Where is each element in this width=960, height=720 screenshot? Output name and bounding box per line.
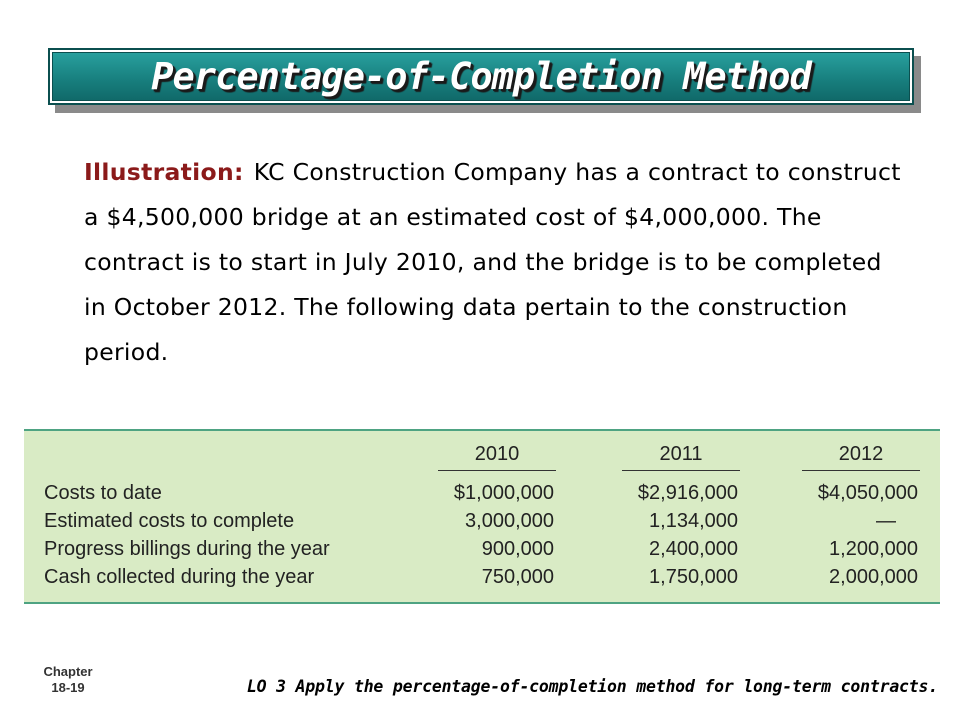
- table-cell: $1,000,000: [453, 482, 554, 504]
- row-label: Progress billings during the year: [44, 538, 330, 560]
- table-cell: 3,000,000: [465, 510, 554, 532]
- header-underline: [622, 470, 740, 471]
- learning-objective: LO 3 Apply the percentage-of-completion method for long-term contracts.: [246, 677, 938, 696]
- row-label: Cash collected during the year: [44, 566, 315, 588]
- title-banner: [48, 48, 914, 105]
- illustration-paragraph: [84, 150, 904, 375]
- row-label: Estimated costs to complete: [44, 510, 295, 532]
- illustration-text: KC Construction Company has a contract to construct a $4,500,000 bridge at an estimated cost of $4,000,000. The contract is to start in July 2010, and the bridge is to be completed in October 2012. The following data pertain to the construction period.: [84, 158, 901, 366]
- table-cell: 1,750,000: [649, 566, 738, 588]
- table-cell: $4,050,000: [817, 482, 918, 504]
- illustration-label: Illustration:: [84, 158, 244, 186]
- row-label: Costs to date: [44, 482, 162, 504]
- header-underline: [438, 470, 556, 471]
- year-header: 2011: [659, 443, 703, 465]
- table-cell: 1,200,000: [829, 538, 918, 560]
- table-cell: $2,916,000: [637, 482, 738, 504]
- table-cell: 2,000,000: [829, 566, 918, 588]
- table-cell: 2,400,000: [649, 538, 738, 560]
- year-header: 2012: [838, 443, 884, 465]
- year-header: 2010: [474, 443, 520, 465]
- chapter-label: Chapter: [43, 664, 93, 679]
- table-cell: 900,000: [481, 538, 554, 560]
- table-cell: 1,134,000: [649, 510, 738, 532]
- chapter-number: 18-19: [51, 680, 85, 695]
- construction-data-table: [24, 429, 940, 604]
- table-cell: 750,000: [481, 566, 554, 588]
- page-title: Percentage-of-Completion Method: [151, 55, 811, 98]
- chapter-marker: [28, 664, 108, 696]
- header-underline: [802, 470, 920, 471]
- table-cell: —: [876, 510, 896, 532]
